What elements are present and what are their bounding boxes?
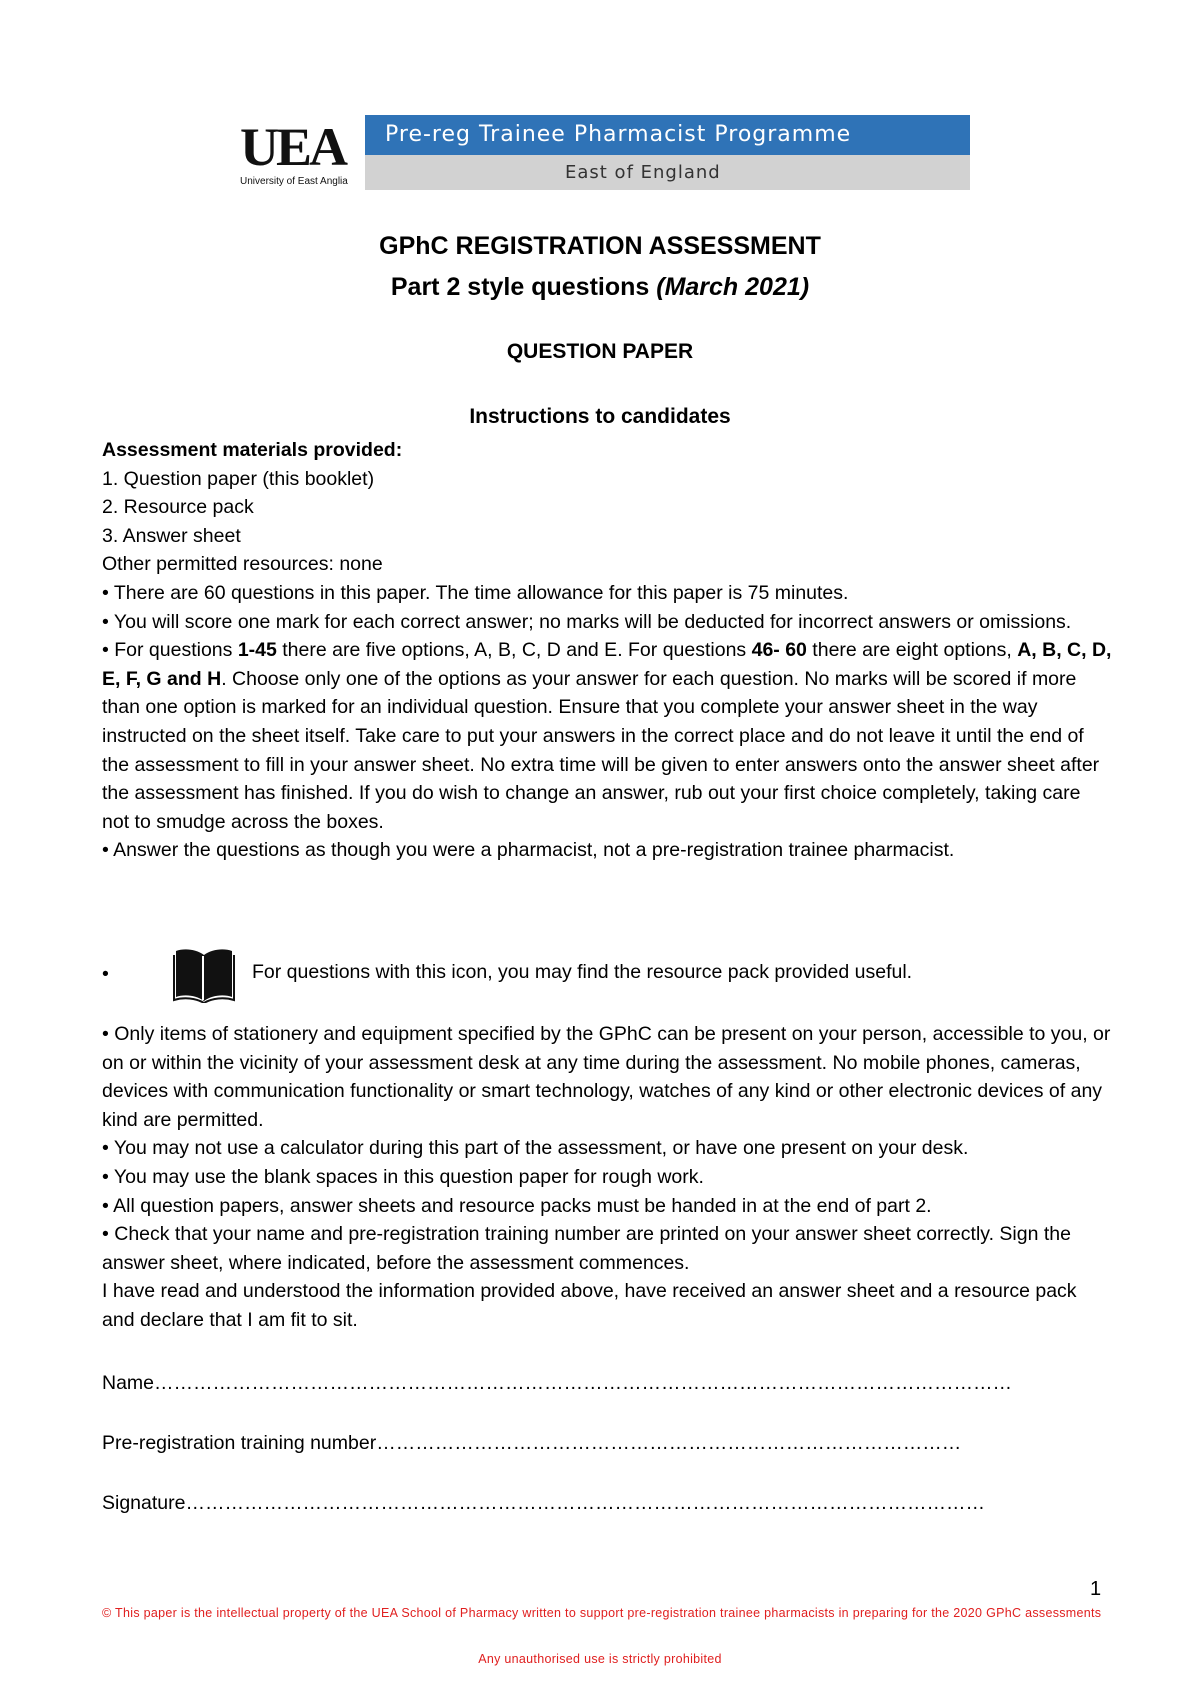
- bullet-check-details: • Check that your name and pre-registration training number are printed on your answer sheet correctly. Sign the answer sheet, where indicated, before the assessment commences.: [102, 1223, 1071, 1274]
- header-banner: [240, 115, 970, 190]
- other-resources: Other permitted resources: none: [102, 553, 383, 576]
- bullet-calculator: • You may not use a calculator during this part of the assessment, or have one present on your desk.: [102, 1137, 969, 1160]
- uea-logo: [240, 117, 365, 190]
- copyright-footer: © This paper is the intellectual property of the UEA School of Pharmacy written to support pre-registration trainee pharmacists in preparing for the 2020 GPhC assessments: [102, 1606, 1102, 1620]
- icon-explanation: For questions with this icon, you may find the resource pack provided useful.: [252, 961, 913, 983]
- material-item: 3. Answer sheet: [102, 524, 241, 547]
- name-field[interactable]: Name……………………………………………………………………………………………………………………: [102, 1372, 1013, 1394]
- text-run-bold: A, B, C, D, E, F, G and H: [102, 639, 1112, 690]
- subtitle-main: Part 2 style questions: [390, 273, 657, 301]
- programme-banner: [365, 115, 970, 190]
- declaration-text: I have read and understood the information provided above, have received an answer sheet and a resource pack and declare that I am fit to sit.: [102, 1280, 1077, 1331]
- bullet-rough-work: • You may use the blank spaces in this question paper for rough work.: [102, 1165, 704, 1188]
- icon-bullet: •: [102, 963, 109, 985]
- text-run: • For questions: [102, 639, 238, 662]
- materials-heading: Assessment materials provided:: [102, 439, 403, 461]
- training-number-field[interactable]: Pre-registration training number………………………………………………………………………………: [102, 1432, 962, 1454]
- resource-icon-row: [102, 945, 1112, 1005]
- text-run: there are five options, A, B, C, D and E. For questions: [276, 639, 752, 662]
- bullet-hand-in: • All question papers, answer sheets and resource packs must be handed in at the end of part 2.: [102, 1194, 932, 1217]
- text-run: there are eight options,: [806, 639, 1018, 662]
- material-item: 1. Question paper (this booklet): [102, 467, 375, 490]
- bullet-pharmacist: • Answer the questions as though you were a pharmacist, not a pre-registration trainee pharmacist.: [102, 839, 955, 862]
- instructions-block: [102, 436, 1112, 865]
- unauthorised-use-notice: Any unauthorised use is strictly prohibited: [478, 1652, 722, 1666]
- bullet-time-allowance: • There are 60 questions in this paper. The time allowance for this paper is 75 minutes.: [102, 581, 849, 604]
- banner-region: East of England: [365, 155, 970, 190]
- banner-programme-title: Pre-reg Trainee Pharmacist Programme: [365, 115, 970, 155]
- logo-subtitle: University of East Anglia: [240, 176, 348, 187]
- page-number: 1: [1090, 1578, 1102, 1600]
- book-icon: [172, 945, 236, 1003]
- signature-field[interactable]: Signature……………………………………………………………………………………………………………: [102, 1492, 985, 1514]
- bullet-options: [102, 636, 1112, 836]
- assessment-subtitle: [0, 273, 1200, 302]
- instructions-heading: Instructions to candidates: [469, 405, 731, 428]
- logo-mark: UEA: [240, 117, 346, 177]
- assessment-title: GPhC REGISTRATION ASSESSMENT: [379, 232, 821, 260]
- bullet-scoring: • You will score one mark for each correct answer; no marks will be deducted for incorrect answers or omissions.: [102, 610, 1072, 633]
- material-item: 2. Resource pack: [102, 496, 254, 519]
- question-paper-heading: QUESTION PAPER: [506, 340, 694, 363]
- subtitle-date: (March 2021): [656, 273, 810, 301]
- text-run-bold: 1-45: [237, 639, 277, 662]
- text-run-bold: 46- 60: [751, 639, 807, 662]
- bullet-stationery: • Only items of stationery and equipment specified by the GPhC can be present on your person, accessible to you, or on or within the vicinity of your assessment desk at any time during the assessment. No mobile phones, cameras, devices with communication functionality or smart technology, watches of any kind or other electronic devices of any kind are permitted.: [102, 1023, 1111, 1131]
- text-run: . Choose only one of the options as your answer for each question. No marks will be scored if more than one option is marked for an individual question. Ensure that you complete your answer sheet in the way instructed on the sheet itself. Take care to put your answers in the correct place and do not leave it until the end of the assessment to fill in your answer sheet. No extra time will be given to enter answers onto the answer sheet after the assessment has finished. If you do wish to change an answer, rub out your first choice completely, taking care not to smudge across the boxes.: [102, 667, 1100, 833]
- rules-block: [102, 1020, 1112, 1335]
